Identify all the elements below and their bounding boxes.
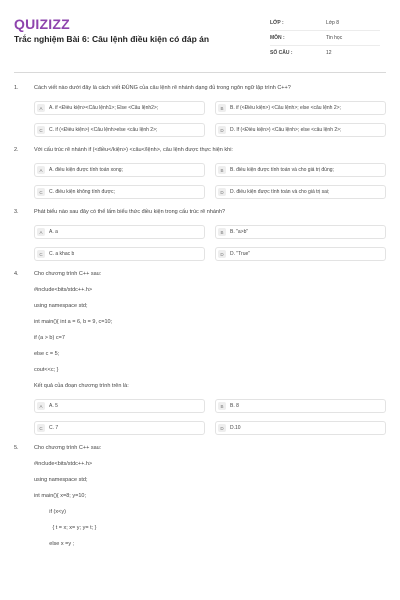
option-d[interactable]: [215, 247, 386, 261]
code-line: #include<bits/stdc++.h>: [34, 461, 93, 467]
question-text: Cách viết nào dưới đây là cách viết ĐÚNG của câu lệnh rẽ nhánh dạng đủ trong ngôn ngữ lập trình C++?: [34, 85, 291, 91]
code-line: else x =y ;: [34, 541, 75, 547]
option-text: B. 8: [230, 403, 239, 409]
code-line: else c = 5;: [34, 351, 60, 357]
option-a[interactable]: [34, 225, 205, 239]
option-letter: A: [37, 104, 45, 112]
meta-row-subject: [270, 31, 380, 46]
option-text: A. 5: [49, 403, 58, 409]
option-b[interactable]: [215, 225, 386, 239]
option-text: C. if (<Điều kiện>) <Câu lệnh>else <câu lệnh 2>;: [49, 127, 158, 133]
question-4: [14, 271, 386, 435]
meta-row-class: [270, 16, 380, 31]
option-d[interactable]: [215, 123, 386, 137]
option-d[interactable]: [215, 185, 386, 199]
option-text: C. điều kiện không tính được;: [49, 189, 115, 195]
option-text: C. 7: [49, 425, 59, 431]
meta-value: Tin học: [326, 35, 343, 41]
option-text: D. "True": [230, 251, 251, 257]
question-number: 5.: [14, 445, 19, 451]
option-text: A. điều kiện được tính toán xong;: [49, 167, 123, 173]
option-text: C. a khac b: [49, 251, 75, 257]
meta-label: LỚP :: [270, 20, 284, 26]
option-letter: D: [218, 424, 226, 432]
option-letter: B: [218, 104, 226, 112]
option-a[interactable]: [34, 163, 205, 177]
code-line: if (a > b) c=7: [34, 335, 65, 341]
question-3: [14, 209, 386, 261]
option-d[interactable]: [215, 421, 386, 435]
option-letter: D: [218, 126, 226, 134]
code-line: int main(){ x=8; y=10;: [34, 493, 86, 499]
option-text: B. if (<Điều kiện>) <Câu lệnh>; else <câu lệnh 2>;: [230, 105, 341, 111]
code-line: int main(){ int a = 6, b = 9, c=10;: [34, 319, 113, 325]
option-text: D. điều kiện được tính toán và cho giá trị sai;: [230, 189, 330, 195]
option-b[interactable]: [215, 101, 386, 115]
code-line: cout<<c; }: [34, 367, 59, 373]
option-letter: A: [37, 166, 45, 174]
question-text: Phát biểu nào sau đây có thể lấm biểu thức điều kiện trong cấu trúc rẽ nhánh?: [34, 209, 226, 215]
question-number: 1.: [14, 85, 19, 91]
option-text: D. If (<Điều kiện>) <Câu lệnh>; else <câu lệnh 2>;: [230, 127, 342, 133]
code-line: #include<bits/stdc++.h>: [34, 287, 93, 293]
code-line: if (x<y): [34, 509, 66, 515]
question-number: 4.: [14, 271, 19, 277]
option-letter: C: [37, 126, 45, 134]
option-b[interactable]: [215, 399, 386, 413]
option-letter: B: [218, 166, 226, 174]
options: [34, 399, 386, 435]
code-line: { t = x; x= y; y= t; }: [34, 525, 97, 531]
option-c[interactable]: [34, 421, 205, 435]
option-b[interactable]: [215, 163, 386, 177]
meta-row-count: [270, 46, 380, 60]
option-c[interactable]: [34, 247, 205, 261]
option-letter: B: [218, 228, 226, 236]
option-text: B. "a>b": [230, 229, 249, 235]
options: [34, 163, 386, 199]
page-title: Trắc nghiệm Bài 6: Câu lệnh điều kiện có đáp án: [14, 34, 210, 44]
option-letter: A: [37, 402, 45, 410]
meta-value: Lớp 8: [326, 20, 340, 26]
option-text: A. a: [49, 229, 58, 235]
options: [34, 225, 386, 261]
question-number: 2.: [14, 147, 19, 153]
code-line: using namespace std;: [34, 477, 88, 483]
header: [14, 14, 386, 73]
meta-label: SỐ CÂU :: [270, 50, 293, 56]
question-text: Cho chương trình C++ sau:: [34, 445, 102, 451]
meta-value: 12: [326, 50, 332, 56]
question-number: 3.: [14, 209, 19, 215]
option-a[interactable]: [34, 101, 205, 115]
option-a[interactable]: [34, 399, 205, 413]
option-text: A. if <Điều kiện><Câu lệnh1>; Else <Câu lệnh2>;: [49, 105, 159, 111]
option-letter: C: [37, 424, 45, 432]
meta-table: [270, 16, 380, 60]
question-list: [14, 85, 386, 548]
option-text: D.10: [230, 425, 241, 431]
option-letter: C: [37, 188, 45, 196]
option-letter: B: [218, 402, 226, 410]
options: [34, 101, 386, 137]
question-1: [14, 85, 386, 137]
option-c[interactable]: [34, 185, 205, 199]
question-text: Cho chương trình C++ sau:: [34, 271, 102, 277]
option-letter: D: [218, 188, 226, 196]
option-letter: D: [218, 250, 226, 258]
quizizz-logo: QUIZIZZ: [14, 16, 70, 32]
code-line: using namespace std;: [34, 303, 88, 309]
question-5: [14, 445, 386, 548]
meta-label: MÔN :: [270, 35, 285, 41]
option-c[interactable]: [34, 123, 205, 137]
question-2: [14, 147, 386, 199]
question-text: Với cấu trúc rẽ nhánh if (<điều</kiện>) <câu</lệnh>, câu lệnh được thực hiện khi:: [34, 147, 233, 153]
option-letter: C: [37, 250, 45, 258]
question-prompt: Kết quả của đoạn chương trình trên là:: [34, 383, 129, 389]
option-text: B. điều kiện được tính toán và cho giá trị đúng;: [230, 167, 334, 173]
option-letter: A: [37, 228, 45, 236]
